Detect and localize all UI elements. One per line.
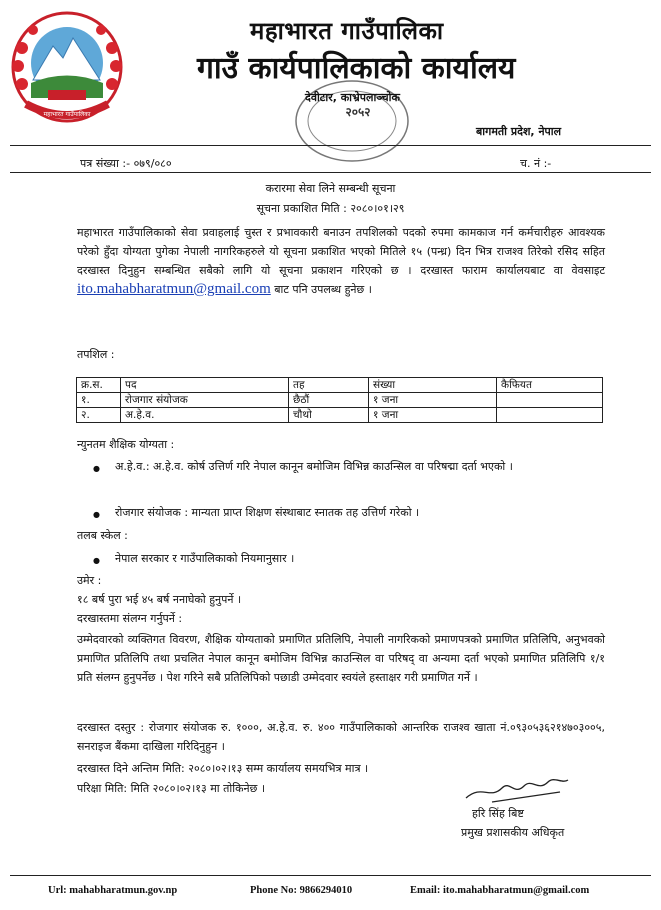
table-header-cell: कैफियत: [497, 378, 603, 393]
notice-title: करारमा सेवा लिने सम्बन्धी सूचना: [265, 182, 396, 195]
header-divider: [10, 145, 651, 146]
age-text: १८ बर्ष पुरा भई ४५ बर्ष ननाघेको हुनुपर्ने ।: [77, 593, 242, 606]
table-row: [77, 408, 603, 423]
salary-label: तलब स्केल :: [77, 529, 128, 542]
table-cell: [497, 408, 603, 423]
signature-icon: [462, 770, 572, 806]
footer-url[interactable]: Url: mahabharatmun.gov.np: [48, 885, 178, 896]
municipality-title: महाभारत गाउँपालिका: [250, 17, 444, 45]
table-header-row: [77, 378, 603, 393]
table-header-cell: क्र.स.: [77, 378, 121, 393]
age-label: उमेर :: [77, 574, 102, 587]
table-cell: १ जना: [369, 393, 497, 408]
table-cell: छैठौं: [289, 393, 369, 408]
footer-email[interactable]: Email: ito.mahabharatmun@gmail.com: [410, 885, 590, 896]
table-row: [77, 393, 603, 408]
attachments-label: दरखास्तमा संलग्न गर्नुपर्ने :: [77, 612, 183, 625]
province-label: बागमती प्रदेश, नेपाल: [476, 125, 562, 138]
attachments-text: उम्मेदवारको व्यक्तिगत विवरण, शैक्षिक योग्यताको प्रमाणित प्रतिलिपि, नेपाली नागरिकको प्रमाणपत्रको प्रमाणित प्रतिलिपि, अनुभवको प्रमाणित प्रतिलिपि तथा प्रचलित नेपाल कानून बमोजिम विभिन्न काउन्सिल वा परिषद् वा अन्यमा दर्ता भएको प्रमाणित प्रतिलिपि १/१ प्रति संलग्न हुनुपर्नेछ । पेश गरिने सबै प्रतिलिपिको पछाडी उम्मेदवार स्वयंले हस्ताक्षर गरी प्रमाणित गर्ने ।: [77, 633, 605, 684]
svg-text:महाभारत गाउँपालिका: महाभारत गाउँपालिका: [43, 111, 91, 118]
table-cell: अ.हे.व.: [121, 408, 289, 423]
table-header-cell: पद: [121, 378, 289, 393]
qualification-item-text: ● रोजगार संयोजक : मान्यता प्राप्त शिक्षण संस्थाबाट स्नातक तह उत्तिर्ण गरेको ।: [115, 506, 420, 519]
exam-date-text: परिक्षा मिति: मिति २०८०।०२।१३ मा तोकिनेछ ।: [77, 782, 266, 795]
notice-published-date: सूचना प्रकाशित मिति : २०८०।०१।२९: [256, 202, 405, 215]
deadline-text: दरखास्त दिने अन्तिम मिति: २०८०।०२।१३ सम्म कार्यालय समयभित्र मात्र ।: [77, 762, 369, 775]
dispatch-number: च. नं :-: [520, 157, 552, 170]
qualification-label: न्युनतम शैक्षिक योग्यता :: [77, 438, 175, 451]
footer-divider: [10, 875, 651, 876]
positions-table: [76, 377, 603, 423]
signatory-designation: प्रमुख प्रशासकीय अधिकृत: [461, 826, 565, 839]
table-header-cell: तह: [289, 378, 369, 393]
svg-text:२०५२: २०५२: [345, 105, 371, 119]
footer-phone: Phone No: 9866294010: [250, 885, 353, 896]
table-cell: १ जना: [369, 408, 497, 423]
details-label: तपशिल :: [77, 348, 115, 361]
office-location: देवीटार, काभ्रेपलाञ्चोक: [305, 91, 400, 104]
nepal-emblem-icon: [8, 8, 126, 126]
signatory-name: हरि सिंह बिष्ट: [472, 807, 524, 820]
table-header-cell: संख्या: [369, 378, 497, 393]
table-cell: २.: [77, 408, 121, 423]
qualification-item-text: ● अ.हे.व.: अ.हे.व. कोर्ष उत्तिर्ण गरि नेपाल कानून बमोजिम विभिन्न काउन्सिल वा परिषद्मा दर्ता भएको ।: [115, 460, 513, 473]
table-cell: रोजगार संयोजक: [121, 393, 289, 408]
qualification-item: [97, 457, 605, 476]
table-cell: १.: [77, 393, 121, 408]
fee-text: दरखास्त दस्तुर : रोजगार संयोजक रु. १०००, अ.हे.व. रु. ४०० गाउँपालिकाको आन्तरिक राजश्व खाता नं.०९३०५३६२१४७०३००५, सनराइज बैंकमा दाखिला गरिदिनुहुन ।: [77, 721, 605, 753]
table-cell: चौथो: [289, 408, 369, 423]
salary-item-text: ● नेपाल सरकार र गाउँपालिकाको नियमानुसार ।: [115, 552, 295, 565]
notice-intro-text: महाभारत गाउँपालिकाको सेवा प्रवाहलाई चुस्त र प्रभावकारी बनाउन तपशिलको पदको रुपमा कामकाज गर्न कर्मचारीहरु आवश्यक परेको हुँदा योग्यता पुगेका नेपाली नागरिकहरुले यो सूचना प्रकाशित भएको मितिले १५ (पन्ध्र) दिन भित्र राजश्व तिरेको रसिद सहित दरखास्त दिनुहुन सम्बन्धित सबैको लागि यो सूचना प्रकाशन गरिएको छ । दरखास्त फाराम कार्यालयबाट वा वेवसाइट: [77, 226, 605, 277]
office-title: गाउँ कार्यपालिकाको कार्यालय: [197, 51, 516, 86]
reference-divider: [10, 172, 651, 173]
letter-number: पत्र संख्या :- ०७९/०८०: [80, 157, 172, 170]
qualification-item: [97, 503, 605, 522]
notice-intro-end: बाट पनि उपलब्ध हुनेछ ।: [274, 283, 372, 296]
email-link[interactable]: ito.mahabharatmun@gmail.com: [77, 281, 271, 297]
notice-intro: [77, 223, 605, 299]
salary-item: [97, 549, 605, 568]
table-cell: [497, 393, 603, 408]
